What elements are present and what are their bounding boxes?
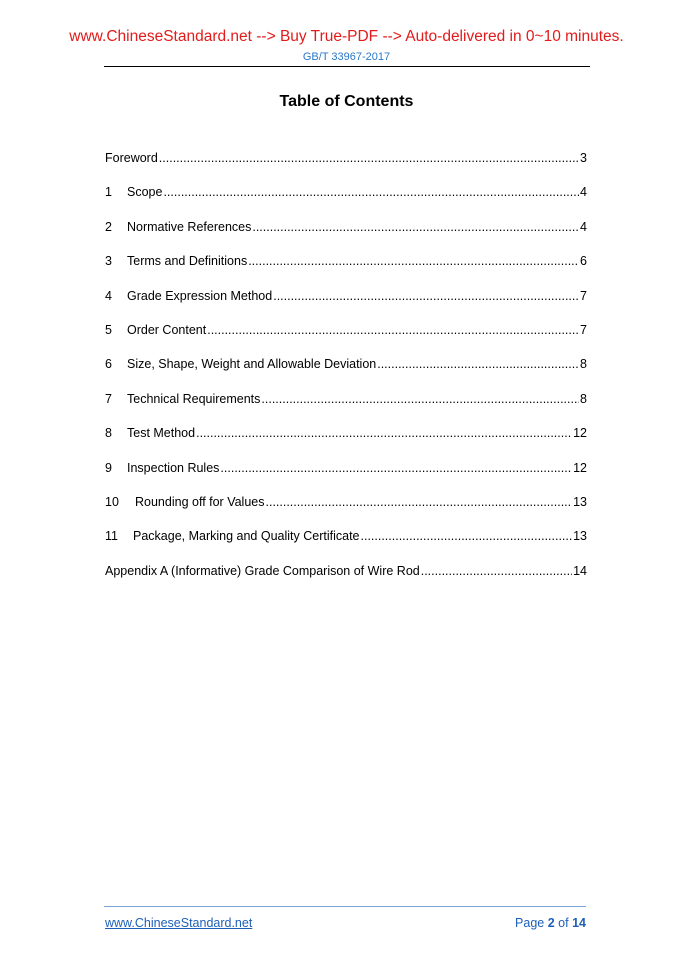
toc-entry-page: 6 [580,254,587,269]
toc-leader-dots [273,288,579,305]
toc-entry-number: 9 [105,460,112,475]
header-divider [104,66,590,67]
page-of: of [558,916,569,930]
toc-entry-number: 11 [105,529,118,544]
toc-leader-dots [220,460,572,477]
toc-entry-label: Technical Requirements [127,391,261,406]
toc-entry-inspection-rules[interactable] [105,460,587,494]
footer-website-link[interactable]: www.ChineseStandard.net [105,916,253,930]
standard-code: GB/T 33967-2017 [302,51,391,63]
toc-entry-label: Foreword [105,151,158,165]
toc-entry-package-marking[interactable] [105,528,587,562]
toc-entry-number: 10 [105,494,119,509]
toc-entry-label: Grade Expression Method [127,288,273,303]
toc-entry-rounding-off[interactable] [105,494,587,528]
toc-entry-page: 8 [580,357,587,372]
toc-entry-page: 4 [580,185,587,200]
toc-entry-grade-expression[interactable] [105,288,587,322]
toc-leader-dots [163,184,579,201]
toc-entry-number: 3 [105,254,112,269]
toc-entry-number: 2 [105,219,112,234]
footer-page-number [515,916,586,930]
toc-entry-label: Scope [127,185,163,200]
toc-title: Table of Contents [279,93,414,110]
toc-entry-number: 8 [105,426,112,441]
toc-entry-label: Size, Shape, Weight and Allowable Deviation [127,357,377,372]
toc-entry-foreword[interactable] [105,150,587,184]
toc-entry-terms-definitions[interactable] [105,253,587,287]
toc-entry-normative-references[interactable] [105,219,587,253]
toc-leader-dots [261,391,579,408]
toc-leader-dots [252,219,579,236]
toc-entry-page: 3 [580,151,587,165]
toc-leader-dots [196,425,572,442]
page-current: 2 [547,916,555,930]
toc-entry-page: 12 [573,460,587,475]
toc-entry-number: 7 [105,391,112,406]
toc-entry-label: Normative References [127,219,252,234]
toc-entry-label: Appendix A (Informative) Grade Comparison of Wire Rod [105,563,420,578]
toc-entry-number: 6 [105,357,112,372]
header-banner[interactable]: www.ChineseStandard.net --> Buy True-PDF --> Auto-delivered in 0~10 minutes. [69,28,624,45]
toc-entry-page: 13 [573,529,587,544]
toc-entry-page: 14 [573,563,587,578]
toc-entry-page: 13 [573,494,587,509]
toc-entry-page: 8 [580,391,587,406]
toc-entry-label: Test Method [127,426,196,441]
toc-entry-page: 12 [573,426,587,441]
toc-leader-dots [159,150,579,167]
page-total: 14 [572,916,586,930]
toc-entry-label: Order Content [127,322,207,337]
page-prefix: Page [515,916,545,930]
toc-entry-label: Rounding off for Values [135,494,265,509]
toc-entry-number: 4 [105,288,112,303]
toc-leader-dots [421,563,572,580]
toc-leader-dots [266,494,573,511]
footer-divider [104,906,586,907]
toc-entry-appendix-a[interactable] [105,563,587,597]
toc-entry-test-method[interactable] [105,425,587,459]
toc-entry-scope[interactable] [105,184,587,218]
toc-entry-order-content[interactable] [105,322,587,356]
toc-entry-number: 5 [105,322,112,337]
toc-entry-page: 7 [580,322,587,337]
toc-entry-page: 4 [580,219,587,234]
toc-entry-size-shape-weight[interactable] [105,356,587,390]
toc-entry-technical-requirements[interactable] [105,391,587,425]
toc-entry-label: Terms and Definitions [127,254,248,269]
toc-leader-dots [361,528,573,545]
toc-leader-dots [248,253,579,270]
toc-leader-dots [207,322,579,339]
table-of-contents [105,150,587,597]
toc-entry-label: Inspection Rules [127,460,220,475]
toc-entry-label: Package, Marking and Quality Certificate [133,529,360,544]
toc-entry-number: 1 [105,185,112,200]
toc-entry-page: 7 [580,288,587,303]
toc-leader-dots [377,356,579,373]
